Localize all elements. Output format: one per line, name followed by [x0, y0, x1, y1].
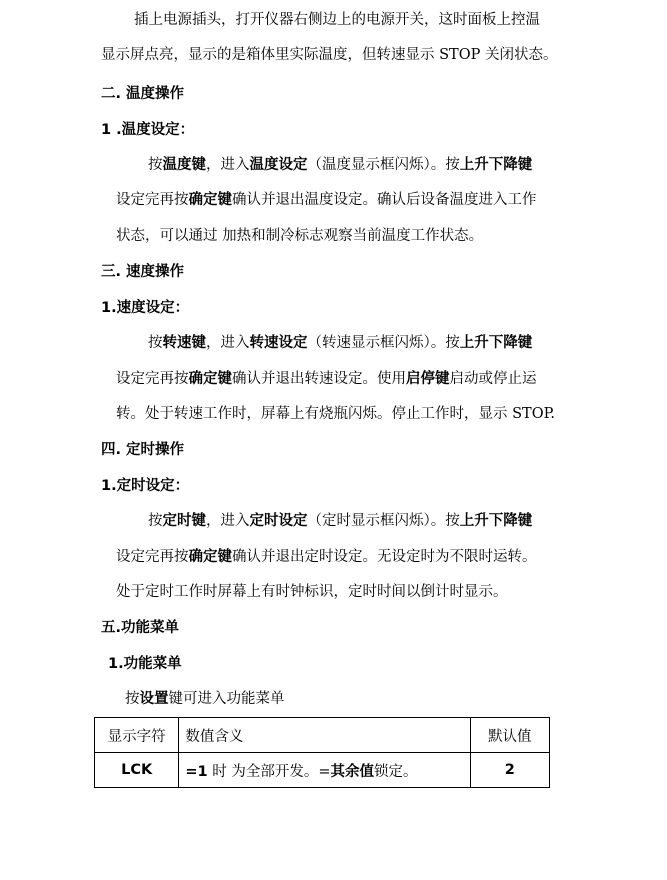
temperature-paragraph-line-1: 按温度键，进入温度设定（温度显示框闪烁）。按上升下降键: [148, 157, 533, 173]
subheading-speed-setting: 1.速度设定：: [101, 300, 190, 316]
speed-paragraph-line-2: 设定完再按确定键确认并退出转速设定。使用启停键启动或停止运: [116, 371, 537, 387]
section-heading-menu: 五.功能菜单: [101, 620, 180, 636]
intro-line-1: 插上电源插头，打开仪器右侧边上的电源开关，这时面板上控温: [134, 12, 540, 28]
timer-paragraph-line-3: 处于定时工作时屏幕上有时钟标识，定时时间以倒计时显示。: [116, 584, 508, 600]
cell-meaning: =1 时 为全部开发。=其余值锁定。: [179, 753, 470, 788]
subheading-timer-setting: 1.定时设定：: [101, 478, 190, 494]
section-heading-temperature: 二. 温度操作: [101, 86, 185, 102]
table-row: [95, 753, 550, 788]
temperature-paragraph-line-2: 设定完再按确定键确认并退出温度设定。确认后设备温度进入工作: [116, 192, 537, 208]
subheading-temperature-setting: 1 .温度设定：: [101, 122, 195, 138]
section-heading-speed: 三. 速度操作: [101, 264, 185, 280]
cell-default: 2: [470, 753, 549, 788]
section-heading-timer: 四. 定时操作: [101, 442, 185, 458]
speed-paragraph-line-3: 转。处于转速工作时，屏幕上有烧瓶闪烁。停止工作时，显示 STOP.: [116, 406, 556, 422]
cell-code: LCK: [95, 753, 179, 788]
header-value-meaning: 数值含义: [179, 718, 470, 753]
menu-intro-line: 按设置键可进入功能菜单: [125, 691, 285, 707]
header-display-char: 显示字符: [95, 718, 179, 753]
header-default-value: 默认值: [470, 718, 549, 753]
timer-paragraph-line-1: 按定时键，进入定时设定（定时显示框闪烁）。按上升下降键: [148, 513, 533, 529]
timer-paragraph-line-2: 设定完再按确定键确认并退出定时设定。无设定时为不限时运转。: [116, 549, 537, 565]
table-header-row: [95, 718, 550, 753]
subheading-function-menu: 1.功能菜单: [108, 656, 182, 672]
temperature-paragraph-line-3: 状态，可以通过 加热和制冷标志观察当前温度工作状态。: [116, 228, 484, 244]
speed-paragraph-line-1: 按转速键，进入转速设定（转速显示框闪烁）。按上升下降键: [148, 335, 533, 351]
function-menu-table: [94, 717, 550, 788]
intro-line-2: 显示屏点亮，显示的是箱体里实际温度，但转速显示 STOP 关闭状态。: [101, 47, 558, 63]
